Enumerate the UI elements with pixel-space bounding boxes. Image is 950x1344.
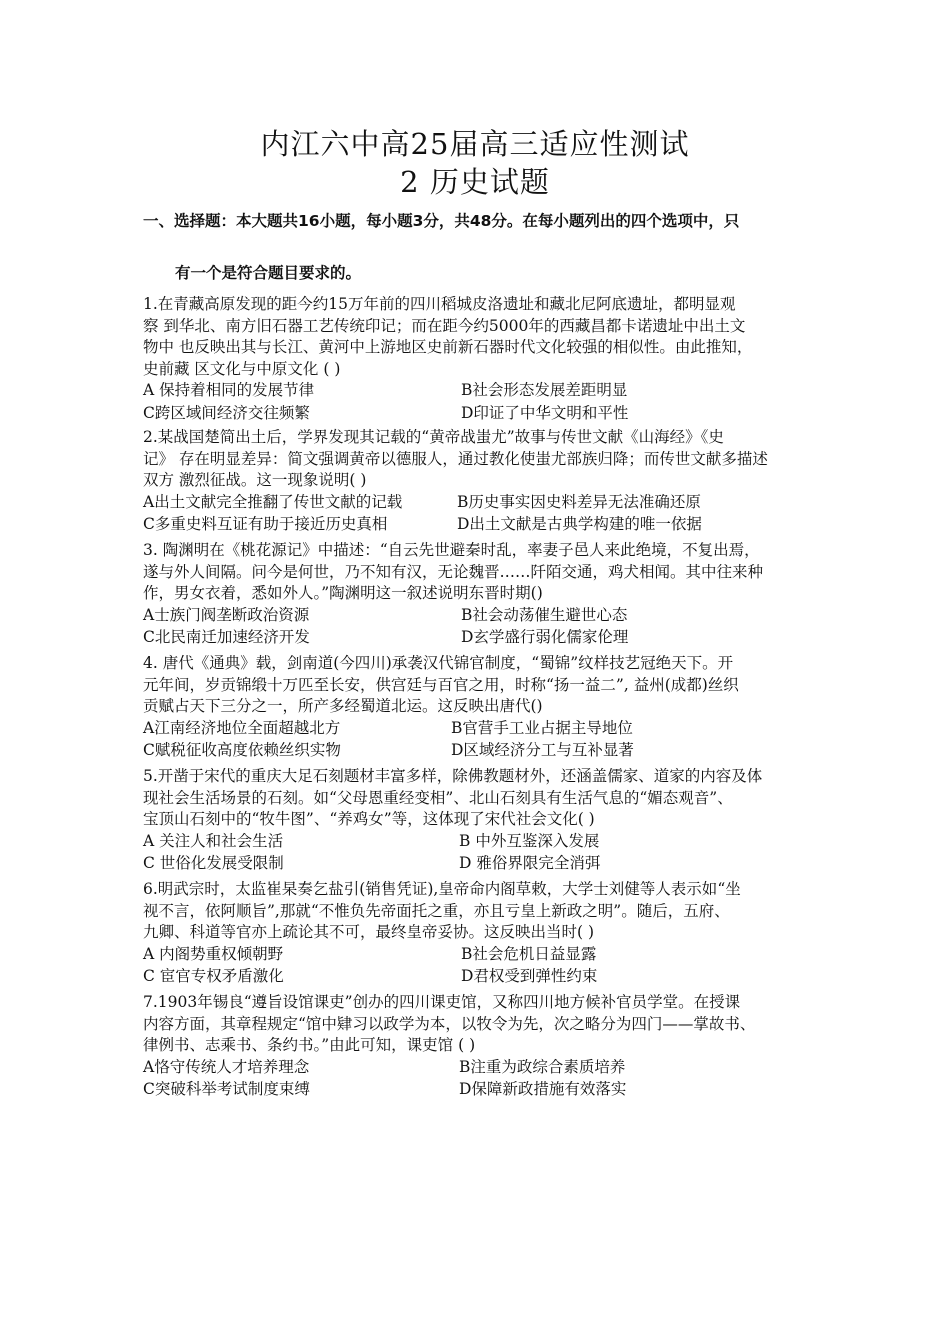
option-d[interactable]: D区域经济分工与互补显著 — [451, 741, 634, 760]
question-stem-line: 律例书、志乘书、条约书。”由此可知，课吏馆 ( ) — [143, 1036, 476, 1054]
question-stem-line: 内容方面，其章程规定“馆中肄习以政学为本，以牧令为先，次之略分为四门——掌故书、 — [143, 1014, 756, 1033]
question-1 — [143, 294, 815, 426]
option-c[interactable]: C 世俗化发展受限制 — [143, 854, 284, 873]
question-stem-line: 现社会生活场景的石刻。如“父母恩重经变相”、北山石刻具有生活气息的“媚态观音”、 — [143, 788, 733, 807]
options-row — [143, 403, 815, 426]
question-3 — [143, 540, 815, 650]
options-row — [143, 740, 815, 763]
option-b[interactable]: B 中外互鉴深入发展 — [459, 831, 600, 850]
options-row — [143, 944, 815, 967]
options-row — [143, 1079, 815, 1102]
option-c[interactable]: C赋税征收高度依赖丝织实物 — [143, 741, 341, 760]
question-5 — [143, 766, 815, 876]
options-row — [143, 718, 815, 741]
page-subtitle: 2 历史试题 — [400, 165, 550, 199]
question-stem-line: 双方 激烈征战。这一现象说明( ) — [143, 471, 367, 489]
question-stem-line: 遂与外人间隔。问今是何世，乃不知有汉，无论魏晋……阡陌交通，鸡犬相闻。其中往来种 — [143, 562, 764, 581]
option-c[interactable]: C突破科举考试制度束缚 — [143, 1080, 310, 1099]
option-c[interactable]: C北民南迁加速经济开发 — [143, 628, 310, 647]
question-stem-line: 察 到华北、南方旧石器工艺传统印记；而在距今约5000年的西藏昌都卡诺遗址中出土文 — [143, 316, 746, 335]
options-row — [143, 966, 815, 989]
question-stem-line: 作，男女衣着，悉如外人。”陶渊明这一叙述说明东晋时期() — [143, 584, 543, 602]
options-row — [143, 1057, 815, 1080]
option-d[interactable]: D 雅俗界限完全消弭 — [459, 854, 601, 873]
options-row — [143, 605, 815, 628]
options-row — [143, 853, 815, 876]
option-c[interactable]: C 宦官专权矛盾激化 — [143, 967, 284, 986]
question-stem-line: 4. 唐代《通典》载，剑南道(今四川)承袭汉代锦官制度，“蜀锦”纹样技艺冠绝天下。开 — [143, 654, 734, 672]
question-stem-line: 宝顶山石刻中的“牧牛图”、“养鸡女”等，这体现了宋代社会文化( ) — [143, 810, 595, 828]
question-stem-line: 贡赋占天下三分之一，所产多经蜀道北运。这反映出唐代() — [143, 697, 543, 715]
option-d[interactable]: D印证了中华文明和平性 — [461, 403, 629, 422]
options-row — [143, 380, 815, 403]
options-row — [143, 831, 815, 854]
question-7 — [143, 992, 815, 1102]
question-stem-line: 视不言，依阿顺旨”,那就“不惟负先帝面托之重，亦且亏皇上新政之明”。随后，五府、 — [143, 901, 730, 920]
question-stem-line: 记》 存在明显差异：简文强调黄帝以德服人，通过教化使蚩尤部族归降；而传世文献多描述 — [143, 449, 768, 468]
option-a[interactable]: A 内阁势重权倾朝野 — [143, 944, 284, 963]
question-stem-line: 九卿、科道等官亦上疏论其不可，最终皇帝妥协。这反映出当时( ) — [143, 923, 595, 941]
question-stem-line: 6.明武宗时，太监崔杲奏乞盐引(销售凭证),皇帝命内阁草敕，大学士刘健等人表示如“坐 — [143, 880, 741, 898]
option-d[interactable]: D出土文献是古典学构建的唯一依据 — [457, 515, 702, 534]
option-b[interactable]: B注重为政综合素质培养 — [459, 1057, 626, 1076]
option-b[interactable]: B社会危机日益显露 — [461, 944, 597, 963]
question-stem-line: 3. 陶渊明在《桃花源记》中描述：“自云先世避秦时乱，率妻子邑人来此绝境，不复出焉， — [143, 541, 760, 559]
question-stem-line: 史前藏 区文化与中原文化 ( ) — [143, 359, 341, 378]
option-c[interactable]: C跨区域间经济交往频繁 — [143, 403, 310, 422]
option-a[interactable]: A士族门阀垄断政治资源 — [143, 605, 310, 624]
option-b[interactable]: B社会形态发展差距明显 — [461, 381, 628, 399]
options-row — [143, 627, 815, 650]
option-a[interactable]: A 关注人和社会生活 — [143, 831, 284, 850]
option-b[interactable]: B社会动荡催生避世心态 — [461, 605, 628, 624]
option-b[interactable]: B历史事实因史料差异无法准确还原 — [457, 492, 701, 511]
option-d[interactable]: D君权受到弹性约束 — [461, 967, 598, 986]
option-a[interactable]: A恪守传统人才培养理念 — [143, 1057, 310, 1076]
section-heading: 一、选择题：本大题共16小题，每小题3分，共48分。在每小题列出的四个选项中，只 — [143, 212, 740, 230]
question-6 — [143, 879, 815, 989]
question-stem-line: 2.某战国楚简出土后，学界发现其记载的“黄帝战蚩尤”故事与传世文献《山海经》《史 — [143, 428, 724, 446]
option-b[interactable]: B官营手工业占据主导地位 — [451, 718, 633, 737]
option-c[interactable]: C多重史料互证有助于接近历史真相 — [143, 515, 388, 534]
question-4 — [143, 653, 815, 763]
option-a[interactable]: A出土文献完全推翻了传世文献的记载 — [143, 492, 403, 511]
options-row — [143, 514, 815, 537]
option-d[interactable]: D保障新政措施有效落实 — [459, 1080, 627, 1099]
question-2 — [143, 427, 815, 537]
question-stem-line: 1.在青藏高原发现的距今约15万年前的四川稻城皮洛遗址和藏北尼阿底遗址，都明显观 — [143, 295, 736, 313]
page-title: 内江六中高25届高三适应性测试 — [260, 127, 690, 161]
option-a[interactable]: A江南经济地位全面超越北方 — [143, 718, 341, 737]
section-heading-continued: 有一个是符合题目要求的。 — [175, 264, 362, 282]
question-stem-line: 7.1903年锡良“遵旨设馆课吏”创办的四川课吏馆，又称四川地方候补官员学堂。在授课 — [143, 993, 741, 1011]
option-a[interactable]: A 保持着相同的发展节律 — [143, 381, 315, 399]
question-stem-line: 5.开凿于宋代的重庆大足石刻题材丰富多样，除佛教题材外，还涵盖儒家、道家的内容及体 — [143, 767, 763, 785]
question-stem-line: 元年间，岁贡锦缎十万匹至长安，供宫廷与百官之用，时称“扬一益二”, 益州(成都)丝织 — [143, 675, 739, 694]
option-d[interactable]: D玄学盛行弱化儒家伦理 — [461, 628, 629, 647]
question-stem-line: 物中 也反映出其与长江、黄河中上游地区史前新石器时代文化较强的相似性。由此推知， — [143, 338, 753, 356]
options-row — [143, 492, 815, 515]
